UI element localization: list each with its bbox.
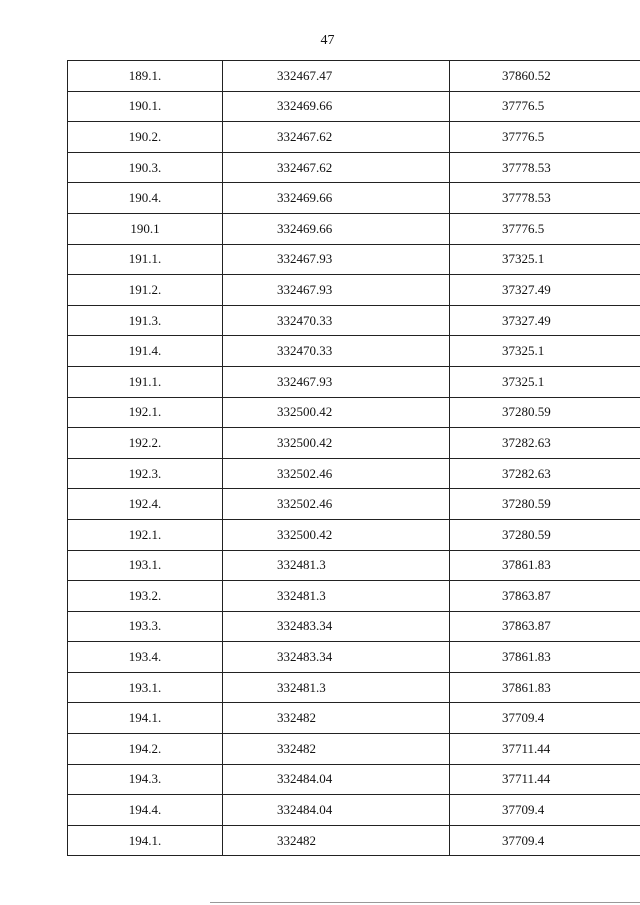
table-body bbox=[68, 61, 640, 856]
y-coordinate-cell: 37711.44 bbox=[450, 764, 640, 795]
y-coordinate-cell: 37282.63 bbox=[450, 428, 640, 459]
table-row bbox=[68, 397, 640, 428]
table-row bbox=[68, 489, 640, 520]
x-coordinate-cell: 332467.93 bbox=[223, 244, 450, 275]
y-coordinate-cell: 37280.59 bbox=[450, 489, 640, 520]
point-cell: 190.3. bbox=[68, 152, 223, 183]
y-coordinate-cell: 37778.53 bbox=[450, 183, 640, 214]
x-coordinate-cell: 332483.34 bbox=[223, 611, 450, 642]
point-cell: 190.2. bbox=[68, 122, 223, 153]
table-row bbox=[68, 642, 640, 673]
point-cell: 191.1. bbox=[68, 366, 223, 397]
x-coordinate-cell: 332500.42 bbox=[223, 519, 450, 550]
table-row bbox=[68, 672, 640, 703]
table-row bbox=[68, 366, 640, 397]
bottom-rule bbox=[210, 902, 640, 903]
point-cell: 193.4. bbox=[68, 642, 223, 673]
table-row bbox=[68, 61, 640, 92]
point-cell: 193.1. bbox=[68, 672, 223, 703]
table-row bbox=[68, 275, 640, 306]
table-row bbox=[68, 825, 640, 856]
point-cell: 194.1. bbox=[68, 703, 223, 734]
point-cell: 190.1. bbox=[68, 91, 223, 122]
table-row bbox=[68, 764, 640, 795]
y-coordinate-cell: 37861.83 bbox=[450, 550, 640, 581]
table-row bbox=[68, 152, 640, 183]
y-coordinate-cell: 37709.4 bbox=[450, 825, 640, 856]
point-cell: 190.1 bbox=[68, 213, 223, 244]
y-coordinate-cell: 37861.83 bbox=[450, 672, 640, 703]
x-coordinate-cell: 332482 bbox=[223, 734, 450, 765]
point-cell: 193.2. bbox=[68, 581, 223, 612]
y-coordinate-cell: 37709.4 bbox=[450, 703, 640, 734]
point-cell: 189.1. bbox=[68, 61, 223, 92]
y-coordinate-cell: 37776.5 bbox=[450, 122, 640, 153]
y-coordinate-cell: 37709.4 bbox=[450, 795, 640, 826]
y-coordinate-cell: 37860.52 bbox=[450, 61, 640, 92]
table-row bbox=[68, 244, 640, 275]
point-cell: 191.3. bbox=[68, 305, 223, 336]
point-cell: 194.2. bbox=[68, 734, 223, 765]
table-row bbox=[68, 519, 640, 550]
x-coordinate-cell: 332481.3 bbox=[223, 672, 450, 703]
x-coordinate-cell: 332467.62 bbox=[223, 152, 450, 183]
x-coordinate-cell: 332469.66 bbox=[223, 183, 450, 214]
table-row bbox=[68, 550, 640, 581]
point-cell: 192.1. bbox=[68, 519, 223, 550]
x-coordinate-cell: 332484.04 bbox=[223, 764, 450, 795]
point-cell: 192.3. bbox=[68, 458, 223, 489]
point-cell: 191.2. bbox=[68, 275, 223, 306]
y-coordinate-cell: 37776.5 bbox=[450, 213, 640, 244]
x-coordinate-cell: 332502.46 bbox=[223, 489, 450, 520]
table-row bbox=[68, 795, 640, 826]
y-coordinate-cell: 37280.59 bbox=[450, 519, 640, 550]
x-coordinate-cell: 332481.3 bbox=[223, 550, 450, 581]
table-row bbox=[68, 336, 640, 367]
x-coordinate-cell: 332482 bbox=[223, 703, 450, 734]
point-cell: 192.2. bbox=[68, 428, 223, 459]
x-coordinate-cell: 332482 bbox=[223, 825, 450, 856]
y-coordinate-cell: 37863.87 bbox=[450, 581, 640, 612]
point-cell: 193.3. bbox=[68, 611, 223, 642]
table-row bbox=[68, 734, 640, 765]
y-coordinate-cell: 37776.5 bbox=[450, 91, 640, 122]
coordinates-table bbox=[67, 60, 640, 856]
x-coordinate-cell: 332469.66 bbox=[223, 91, 450, 122]
y-coordinate-cell: 37282.63 bbox=[450, 458, 640, 489]
x-coordinate-cell: 332467.93 bbox=[223, 366, 450, 397]
page-number: 47 bbox=[320, 33, 335, 48]
table-row bbox=[68, 611, 640, 642]
y-coordinate-cell: 37325.1 bbox=[450, 244, 640, 275]
point-cell: 193.1. bbox=[68, 550, 223, 581]
table-row bbox=[68, 91, 640, 122]
y-coordinate-cell: 37861.83 bbox=[450, 642, 640, 673]
y-coordinate-cell: 37325.1 bbox=[450, 366, 640, 397]
x-coordinate-cell: 332467.93 bbox=[223, 275, 450, 306]
y-coordinate-cell: 37325.1 bbox=[450, 336, 640, 367]
y-coordinate-cell: 37863.87 bbox=[450, 611, 640, 642]
x-coordinate-cell: 332467.62 bbox=[223, 122, 450, 153]
table-row bbox=[68, 122, 640, 153]
table-row bbox=[68, 428, 640, 459]
y-coordinate-cell: 37711.44 bbox=[450, 734, 640, 765]
x-coordinate-cell: 332470.33 bbox=[223, 336, 450, 367]
point-cell: 192.1. bbox=[68, 397, 223, 428]
x-coordinate-cell: 332500.42 bbox=[223, 397, 450, 428]
table-row bbox=[68, 213, 640, 244]
y-coordinate-cell: 37327.49 bbox=[450, 275, 640, 306]
point-cell: 191.1. bbox=[68, 244, 223, 275]
y-coordinate-cell: 37327.49 bbox=[450, 305, 640, 336]
point-cell: 191.4. bbox=[68, 336, 223, 367]
x-coordinate-cell: 332470.33 bbox=[223, 305, 450, 336]
table-row bbox=[68, 581, 640, 612]
point-cell: 194.4. bbox=[68, 795, 223, 826]
x-coordinate-cell: 332483.34 bbox=[223, 642, 450, 673]
point-cell: 194.3. bbox=[68, 764, 223, 795]
table-row bbox=[68, 305, 640, 336]
table-row bbox=[68, 183, 640, 214]
table-row bbox=[68, 458, 640, 489]
point-cell: 192.4. bbox=[68, 489, 223, 520]
x-coordinate-cell: 332484.04 bbox=[223, 795, 450, 826]
x-coordinate-cell: 332502.46 bbox=[223, 458, 450, 489]
point-cell: 190.4. bbox=[68, 183, 223, 214]
point-cell: 194.1. bbox=[68, 825, 223, 856]
y-coordinate-cell: 37280.59 bbox=[450, 397, 640, 428]
x-coordinate-cell: 332500.42 bbox=[223, 428, 450, 459]
x-coordinate-cell: 332467.47 bbox=[223, 61, 450, 92]
x-coordinate-cell: 332481.3 bbox=[223, 581, 450, 612]
x-coordinate-cell: 332469.66 bbox=[223, 213, 450, 244]
y-coordinate-cell: 37778.53 bbox=[450, 152, 640, 183]
table-row bbox=[68, 703, 640, 734]
